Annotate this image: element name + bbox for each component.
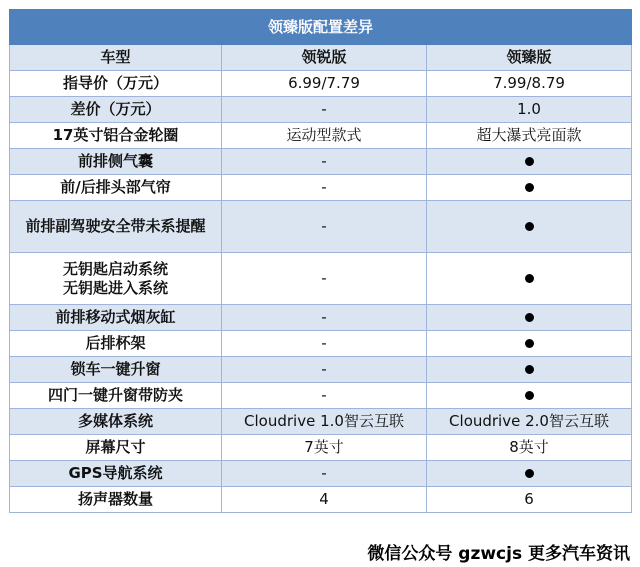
- cell-lingrui: 4: [222, 487, 427, 513]
- row-label: 前排侧气囊: [10, 149, 222, 175]
- table-row: [10, 409, 632, 435]
- table-row: [10, 461, 632, 487]
- header-col-lingzhen: 领臻版: [427, 45, 632, 71]
- table-caption: 领臻版配置差异: [10, 10, 632, 45]
- table-row: [10, 175, 632, 201]
- row-label: 四门一键升窗带防夹: [10, 383, 222, 409]
- cell-lingrui: -: [222, 149, 427, 175]
- feature-included-dot-icon: [525, 222, 534, 231]
- cell-lingzhen: 7.99/8.79: [427, 71, 632, 97]
- row-label: 扬声器数量: [10, 487, 222, 513]
- feature-included-dot-icon: [525, 469, 534, 478]
- cell-lingzhen: Cloudrive 2.0智云互联: [427, 409, 632, 435]
- cell-lingzhen: [427, 201, 632, 253]
- row-label: 前/后排头部气帘: [10, 175, 222, 201]
- row-label: 指导价（万元）: [10, 71, 222, 97]
- table-row: [10, 435, 632, 461]
- cell-lingzhen: [427, 331, 632, 357]
- cell-lingrui: 7英寸: [222, 435, 427, 461]
- cell-lingrui: 6.99/7.79: [222, 71, 427, 97]
- cell-lingrui: -: [222, 357, 427, 383]
- table-row: [10, 123, 632, 149]
- cell-lingzhen: [427, 149, 632, 175]
- row-label: 后排杯架: [10, 331, 222, 357]
- spec-comparison-table: [9, 9, 632, 513]
- feature-included-dot-icon: [525, 391, 534, 400]
- cell-lingrui: 运动型款式: [222, 123, 427, 149]
- header-col-lingrui: 领锐版: [222, 45, 427, 71]
- table-row: [10, 357, 632, 383]
- row-label: 前排移动式烟灰缸: [10, 305, 222, 331]
- row-label: 屏幕尺寸: [10, 435, 222, 461]
- table-row: [10, 253, 632, 305]
- cell-lingzhen: [427, 383, 632, 409]
- table-row: [10, 71, 632, 97]
- feature-included-dot-icon: [525, 274, 534, 283]
- header-model-label: 车型: [10, 45, 222, 71]
- table-row: [10, 97, 632, 123]
- table-row: [10, 305, 632, 331]
- spec-table-container: [9, 9, 631, 513]
- feature-included-dot-icon: [525, 157, 534, 166]
- cell-lingrui: Cloudrive 1.0智云互联: [222, 409, 427, 435]
- cell-lingrui: -: [222, 461, 427, 487]
- footer-watermark: 微信公众号 gzwcjs 更多汽车资讯: [367, 544, 630, 564]
- row-label: 差价（万元）: [10, 97, 222, 123]
- cell-lingzhen: 8英寸: [427, 435, 632, 461]
- table-row: [10, 331, 632, 357]
- cell-lingrui: -: [222, 305, 427, 331]
- feature-included-dot-icon: [525, 183, 534, 192]
- cell-lingzhen: [427, 461, 632, 487]
- feature-included-dot-icon: [525, 313, 534, 322]
- table-row: [10, 149, 632, 175]
- cell-lingrui: -: [222, 201, 427, 253]
- cell-lingzhen: 超大瀑式亮面款: [427, 123, 632, 149]
- table-header-row: [10, 45, 632, 71]
- row-label: 前排副驾驶安全带未系提醒: [10, 201, 222, 253]
- cell-lingzhen: [427, 253, 632, 305]
- cell-lingzhen: 6: [427, 487, 632, 513]
- cell-lingrui: -: [222, 253, 427, 305]
- row-label: 17英寸铝合金轮圈: [10, 123, 222, 149]
- row-label: 无钥匙启动系统 无钥匙进入系统: [10, 253, 222, 305]
- feature-included-dot-icon: [525, 339, 534, 348]
- table-row: [10, 201, 632, 253]
- cell-lingzhen: [427, 357, 632, 383]
- cell-lingzhen: [427, 305, 632, 331]
- cell-lingzhen: 1.0: [427, 97, 632, 123]
- row-label: GPS导航系统: [10, 461, 222, 487]
- cell-lingrui: -: [222, 97, 427, 123]
- table-row: [10, 383, 632, 409]
- row-label: 多媒体系统: [10, 409, 222, 435]
- row-label: 锁车一键升窗: [10, 357, 222, 383]
- feature-included-dot-icon: [525, 365, 534, 374]
- cell-lingrui: -: [222, 175, 427, 201]
- cell-lingzhen: [427, 175, 632, 201]
- cell-lingrui: -: [222, 383, 427, 409]
- cell-lingrui: -: [222, 331, 427, 357]
- table-row: [10, 487, 632, 513]
